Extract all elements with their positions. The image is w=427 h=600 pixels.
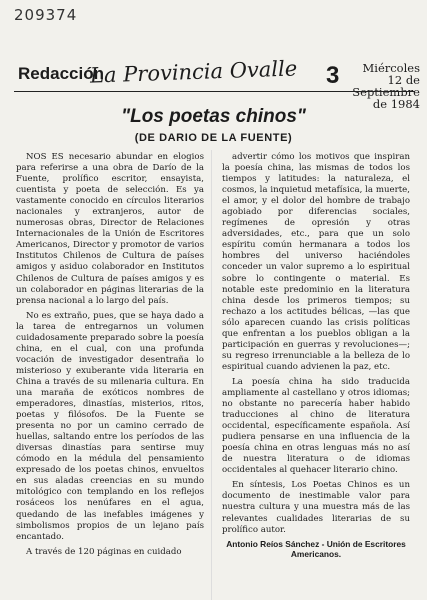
page-number: 3: [326, 62, 340, 89]
archive-number: 209374: [14, 6, 78, 24]
article-left-column: [16, 152, 204, 558]
article-signature: Antonio Reíos Sánchez - Unión de Escritores Americanos.: [226, 538, 406, 560]
paragraph: NOS ES necesario abundar en elogios para referirse a una obra de Darío de la Fuente, prolífico escritor, ensayista, cuentista y poeta de selección. Es ya vastamente conocido en círculos literarios nacionales y extranjeros, autor de numerosas obras, Director de Relaciones Internacionales de la Unión de Escritores Americanos, Director y promotor de varios Institutos Chilenos de Cultura de países amigos y asiduo colaborador en Institutos Chilenos de Cultura de países amigos y es un colaborador en páginas literarias de la prensa nacional a lo largo del país.: [16, 152, 204, 306]
paragraph: En síntesis, Los Poetas Chinos es un documento de inestimable valor para nuestra cultura y una muestra más de las relevantes cualidades literarias de su prolífico autor.: [222, 480, 410, 535]
paragraph: La poesía china ha sido traducida ampliamente al castellano y otros idiomas; no obstante no parecería haber habido traducciones al chino de literatura occidental, específicamente española. Así pudiera pensarse en una influencia de la poesía china en otras lenguas más no así de nuestra literatura o de idiomas occidentales al quehacer literario chino.: [222, 376, 410, 476]
newspaper-name-handwritten: La Provincia Ovalle: [89, 56, 298, 88]
paragraph: No es extraño, pues, que se haya dado a la tarea de entregarnos un volumen cuidadosamente preparado sobre la poesía china, en el cual, con una profunda vocación de investigador desentraña lo misterioso y exuberante vida literaria en China a través de su milenaria cultura. En una maraña de exóticos nombres de emperadores, dinastías, misterios, ritos, poetas y filósofos. De la Fuente se presenta no por un camino cerrado de huellas, saltando entre los períodos de las diversas dinastías para sentirse muy cómodo en la médula del pensamiento expresado de los poetas chinos, envueltos en sus aladas creencias en su mundo mitológico con templando en los reflejos rosáceos los nenúfares en el agua, quedando de las inefables imágenes y simbolismos propios de un lejano país encantado.: [16, 310, 204, 542]
article-byline: (DE DARIO DE LA FUENTE): [134, 132, 293, 144]
issue-date: Miércoles 12 de Septiembre de 1984: [352, 61, 420, 111]
paragraph: advertir cómo los motivos que inspiran la poesía china, las mismas de todos los tiempos y latitudes: la naturaleza, el cosmos, la inquietud metafísica, la muerte, el amor, y el dolor del hombre de trabajo agobiado por diferencias sociales, regímenes de opresión y otras adversidades, etc., para que un solo espíritu común hermanara a todos los hombres del universo haciéndoles conceder un valor supremo a lo espiritual sobre lo contingente o material. Es notable este predominio en la literatura china desde los primeros tiempos; su rechazo a los actitudes bélicas, —las que sólo aparecen cuando las crisis políticas que enfrentan a los pueblos obligan a la participación en guerras y revoluciones—; su regreso irrenunciable a la belleza de lo espiritual cuando advienen la paz, etc.: [222, 152, 410, 372]
column-divider: [211, 150, 212, 600]
section-label: Redacción: [18, 64, 104, 83]
article-right-column: [222, 152, 410, 560]
article-title: "Los poetas chinos": [121, 106, 306, 127]
header-rule: [14, 91, 415, 92]
paragraph: A través de 120 páginas en cuidado: [26, 546, 182, 557]
